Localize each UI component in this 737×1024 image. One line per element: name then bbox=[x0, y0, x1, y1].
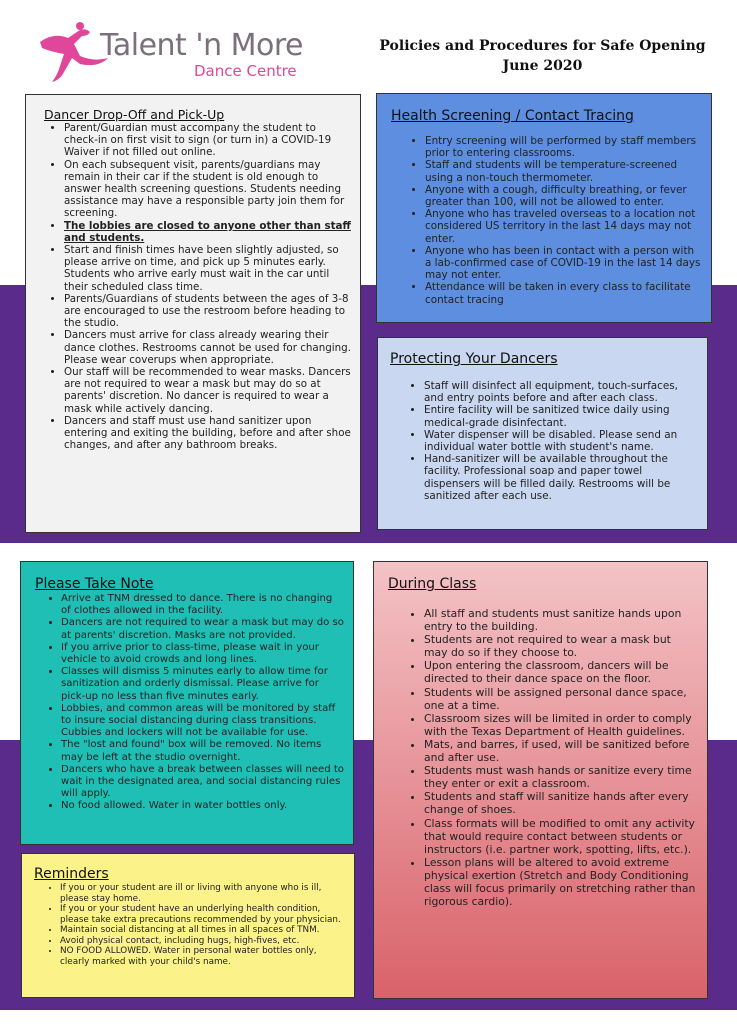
health-heading: Health Screening / Contact Tracing bbox=[391, 108, 634, 124]
during-section bbox=[373, 561, 708, 999]
list-item: • Dancers must arrive for class already wearing their dance clothes. Restrooms cannot be used for changing. Please wear coverups when appropriate. bbox=[64, 329, 352, 366]
list-item: • Staff and students will be temperature-screened using a non-touch thermometer. bbox=[425, 159, 703, 183]
list-item: • Anyone who has traveled overseas to a location not considered US territory in the last 14 days may not enter. bbox=[425, 208, 703, 245]
page-title bbox=[370, 36, 715, 76]
during-list bbox=[388, 607, 697, 908]
list-item: • Dancers who have a break between classes will need to wait in the designated area, and social distancing rules will apply. bbox=[61, 764, 345, 801]
list-item: • No food allowed. Water in water bottles only. bbox=[61, 800, 345, 812]
list-item: • Classes will dismiss 5 minutes early to allow time for sanitization and orderly dismissal. Please arrive for pick-up no less than five minutes early. bbox=[61, 666, 345, 703]
list-item: • If you or your student have an underlying health condition, please take extra precautions recommended by your physician. bbox=[60, 904, 346, 925]
dropoff-section bbox=[25, 94, 361, 533]
list-item: • Upon entering the classroom, dancers will be directed to their dance space on the floor. bbox=[424, 659, 697, 685]
page-title-line1: Policies and Procedures for Safe Opening bbox=[379, 38, 706, 54]
list-item: • Lobbies, and common areas will be monitored by staff to insure social distancing during class transitions. Cubbies and lockers will not be available for use. bbox=[61, 703, 345, 740]
list-item: • Parents/Guardians of students between the ages of 3-8 are encouraged to use the restroom before heading to the studio. bbox=[64, 293, 352, 330]
list-item: • If you arrive prior to class-time, please wait in your vehicle to avoid crowds and long lines. bbox=[61, 642, 345, 666]
list-item: • Arrive at TNM dressed to dance. There is no changing of clothes allowed in the facility. bbox=[61, 593, 345, 617]
list-item: • NO FOOD ALLOWED. Water in personal water bottles only, clearly marked with your child's name. bbox=[60, 946, 346, 967]
list-item: • Students and staff will sanitize hands after every change of shoes. bbox=[424, 790, 697, 816]
list-item: • On each subsequent visit, parents/guardians may remain in their car if the student is old enough to answer health screening questions. Students needing assistance may have a responsible party join them for screening. bbox=[64, 159, 352, 220]
list-item: • Attendance will be taken in every class to facilitate contact tracing bbox=[425, 281, 703, 305]
list-item: • Our staff will be recommended to wear masks. Dancers are not required to wear a mask but may do so at parents' discretion. No dancer is required to wear a mask while actively dancing. bbox=[64, 366, 352, 415]
list-item: • Students will be assigned personal dance space, one at a time. bbox=[424, 686, 697, 712]
health-section bbox=[376, 93, 712, 323]
list-item: • The lobbies are closed to anyone other than staff and students. bbox=[64, 220, 352, 244]
list-item: • Classroom sizes will be limited in order to comply with the Texas Department of Health guidelines. bbox=[424, 712, 697, 738]
list-item: • The "lost and found" box will be removed. No items may be left at the studio overnight. bbox=[61, 739, 345, 763]
protect-list bbox=[390, 380, 699, 502]
list-item: • Dancers and staff must use hand sanitizer upon entering and exiting the building, before and after shoe changes, and after any bathroom breaks. bbox=[64, 415, 352, 452]
logo bbox=[34, 22, 344, 84]
list-item: • Water dispenser will be disabled. Please send an individual water bottle with student's name. bbox=[424, 429, 699, 453]
notes-section bbox=[20, 561, 354, 845]
list-item: • Class formats will be modified to omit any activity that would require contact between students or instructors (i.e. partner work, spotting, lifts, etc.). bbox=[424, 817, 697, 856]
list-item: • Mats, and barres, if used, will be sanitized before and after use. bbox=[424, 738, 697, 764]
list-item: • Staff will disinfect all equipment, touch-surfaces, and entry points before and after each class. bbox=[424, 380, 699, 404]
protect-section bbox=[377, 337, 708, 530]
list-item: • Anyone with a cough, difficulty breathing, or fever greater than 100, will not be allowed to enter. bbox=[425, 184, 703, 208]
list-item: • Entire facility will be sanitized twice daily using medical-grade disinfectant. bbox=[424, 404, 699, 428]
list-item: • Hand-sanitizer will be available throughout the facility. Professional soap and paper towel dispensers will be filled daily. Restrooms will be sanitized after each use. bbox=[424, 453, 699, 502]
dropoff-heading: Dancer Drop-Off and Pick-Up bbox=[44, 107, 225, 122]
list-item: • All staff and students must sanitize hands upon entry to the building. bbox=[424, 607, 697, 633]
list-item: • Anyone who has been in contact with a person with a lab-confirmed case of COVID-19 in the last 14 days may not enter. bbox=[425, 245, 703, 282]
list-item: • Entry screening will be performed by staff members prior to entering classrooms. bbox=[425, 135, 703, 159]
page-title-line2: June 2020 bbox=[502, 58, 583, 74]
reminders-list bbox=[34, 883, 346, 967]
health-list bbox=[391, 135, 703, 306]
list-item: • Parent/Guardian must accompany the student to check-in on first visit to sign (or turn in) a COVID-19 Waiver if not filled out online. bbox=[64, 122, 352, 159]
during-heading: During Class bbox=[388, 576, 477, 592]
list-item: • Lesson plans will be altered to avoid extreme physical exertion (Stretch and Body Conditioning class will focus primarily on stretching rather than rigorous cardio). bbox=[424, 856, 697, 908]
logo-sub-text: Dance Centre bbox=[194, 62, 297, 80]
logo-main-text: Talent 'n More bbox=[100, 28, 304, 63]
list-item: • Start and finish times have been slightly adjusted, so please arrive on time, and pick up 5 minutes early. Students who arrive early must wait in the car until their scheduled class time. bbox=[64, 244, 352, 293]
list-item: • Avoid physical contact, including hugs, high-fives, etc. bbox=[60, 936, 346, 947]
list-item: • Dancers are not required to wear a mask but may do so at parents' discretion. Masks are not provided. bbox=[61, 617, 345, 641]
reminders-heading: Reminders bbox=[34, 866, 109, 882]
list-item: • If you or your student are ill or living with anyone who is ill, please stay home. bbox=[60, 883, 346, 904]
dropoff-list bbox=[44, 122, 352, 451]
notes-list bbox=[35, 593, 345, 813]
list-item: • Maintain social distancing at all times in all spaces of TNM. bbox=[60, 925, 346, 936]
notes-heading: Please Take Note bbox=[35, 576, 154, 592]
protect-heading: Protecting Your Dancers bbox=[390, 351, 558, 367]
list-item: • Students are not required to wear a mask but may do so if they choose to. bbox=[424, 633, 697, 659]
list-item: • Students must wash hands or sanitize every time they enter or exit a classroom. bbox=[424, 764, 697, 790]
reminders-section bbox=[21, 853, 355, 998]
